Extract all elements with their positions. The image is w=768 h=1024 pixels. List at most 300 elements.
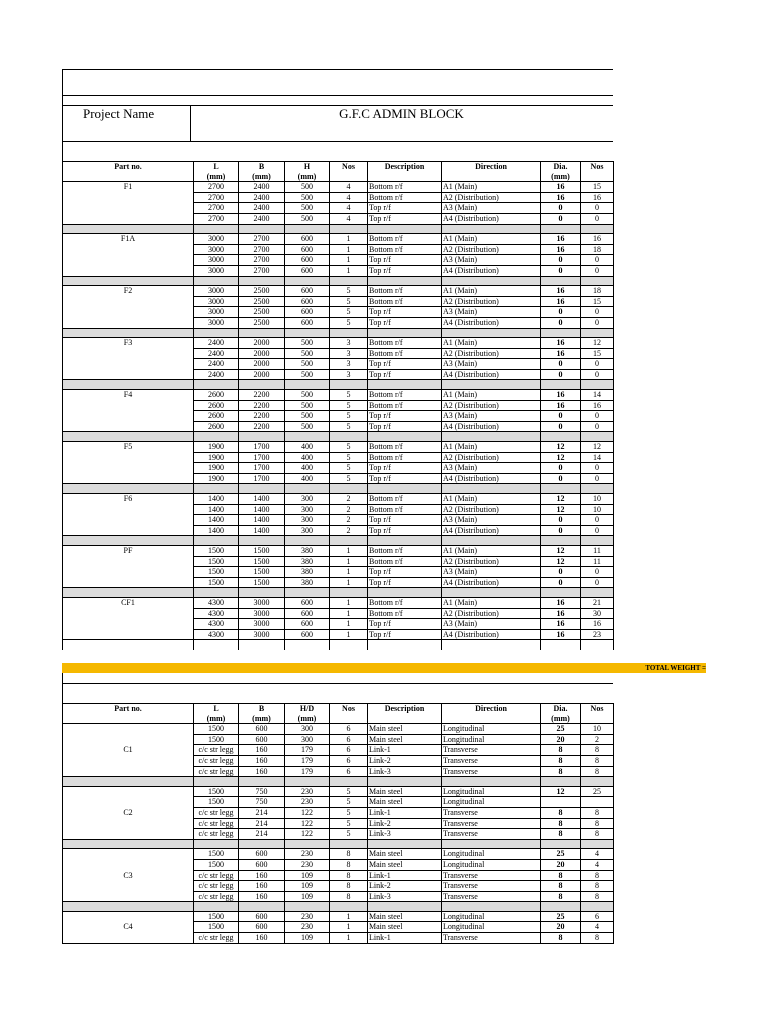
table-cell: 380 [285,556,330,567]
table-cell: 214 [239,829,285,840]
table-cell: 3000 [239,608,285,619]
table-cell: 4 [330,182,368,193]
table-cell: 3000 [194,296,239,307]
left-border [62,69,63,161]
separator-cell [581,224,614,234]
table-cell: 1500 [194,911,239,922]
table-cell: 18 [581,286,614,297]
table-cell: 2600 [194,400,239,411]
separator-cell [541,777,581,787]
table-cell: 300 [285,525,330,536]
part-number: CF1 [63,597,194,639]
table-cell: 600 [239,911,285,922]
separator-cell [368,380,442,390]
table-cell: 380 [285,577,330,588]
table-cell: 230 [285,859,330,870]
table-cell: 16 [541,597,581,608]
table-cell: Top r/f [368,463,442,474]
column-header: L [194,704,239,714]
table-cell: 600 [285,244,330,255]
separator-cell [239,902,285,912]
group-separator-row [63,328,614,338]
separator-cell [63,276,194,286]
separator-cell [442,224,541,234]
table-cell: 1500 [194,724,239,735]
total-weight-label: TOTAL WEIGHT = [645,664,706,672]
table-cell: 2500 [239,317,285,328]
separator-cell [194,640,239,650]
table-row [63,234,614,245]
table-cell: Top r/f [368,359,442,370]
table-cell [581,797,614,808]
table-cell: Bottom r/f [368,556,442,567]
separator-cell [581,588,614,598]
separator-cell [368,328,442,338]
table-cell: 160 [239,870,285,881]
table-cell: 600 [285,296,330,307]
table-cell: 3000 [194,255,239,266]
group-separator-row [63,276,614,286]
unit-header [581,714,614,724]
separator-cell [285,432,330,442]
table-cell: 380 [285,567,330,578]
separator-cell [541,640,581,650]
part-number: C1 [63,724,194,777]
table-cell: 0 [581,577,614,588]
separator-cell [442,484,541,494]
left-border [62,673,63,703]
table-cell: 3000 [194,286,239,297]
table-cell: Transverse [442,755,541,766]
table-cell: 160 [239,891,285,902]
column-schedule-table [62,703,614,944]
table-cell: 8 [581,818,614,829]
table-cell: Link-3 [368,891,442,902]
table-cell: 4 [581,849,614,860]
table-cell: A2 (Distribution) [442,348,541,359]
table-cell: Link-2 [368,818,442,829]
table-cell: 2700 [194,192,239,203]
table-cell: 5 [330,797,368,808]
table-cell: 2400 [194,338,239,349]
table-cell: Transverse [442,745,541,756]
table-cell: 2400 [239,182,285,193]
table-cell: Main steel [368,859,442,870]
separator-cell [330,536,368,546]
table-cell: 2700 [239,265,285,276]
separator-cell [285,777,330,787]
separator-cell [368,839,442,849]
table-cell: 500 [285,348,330,359]
header-row [63,704,614,714]
table-cell: 300 [285,734,330,745]
table-cell: A4 (Distribution) [442,265,541,276]
table-cell: Top r/f [368,473,442,484]
units-row [63,714,614,724]
table-cell: 8 [581,766,614,777]
table-cell: 3000 [194,265,239,276]
table-cell: 600 [239,734,285,745]
separator-cell [541,432,581,442]
part-number: PF [63,545,194,587]
table-cell: 5 [330,473,368,484]
table-cell: Main steel [368,786,442,797]
unit-header [63,714,194,724]
separator-cell [442,588,541,598]
table-cell: 12 [541,786,581,797]
table-cell: Bottom r/f [368,390,442,401]
table-cell: 400 [285,463,330,474]
table-cell: 8 [330,881,368,892]
separator-cell [368,432,442,442]
table-cell: Bottom r/f [368,608,442,619]
table-cell: 1900 [194,473,239,484]
table-cell: Main steel [368,797,442,808]
table-cell: Link-1 [368,745,442,756]
table-cell: A4 (Distribution) [442,213,541,224]
table-cell: Top r/f [368,213,442,224]
separator-cell [239,380,285,390]
table-cell: 2000 [239,369,285,380]
table-cell: Bottom r/f [368,244,442,255]
separator-cell [63,536,194,546]
table-cell: Main steel [368,922,442,933]
separator-cell [368,902,442,912]
table-cell: 25 [541,849,581,860]
table-cell: 3 [330,348,368,359]
column-header: Description [368,704,442,714]
table-cell: 0 [541,567,581,578]
table-row [63,545,614,556]
table-cell: 6 [581,911,614,922]
table-cell: Transverse [442,807,541,818]
table-cell: 3000 [239,597,285,608]
table-cell: 2700 [239,234,285,245]
table-cell: 1700 [239,452,285,463]
table-cell: 2700 [239,244,285,255]
separator-cell [368,777,442,787]
table-cell: 2000 [239,338,285,349]
table-cell: 25 [581,786,614,797]
separator-cell [541,536,581,546]
separator-cell [330,484,368,494]
table-cell: 1500 [239,545,285,556]
part-number: F1 [63,182,194,224]
table-cell: c/c str legg [194,870,239,881]
separator-cell [581,484,614,494]
table-cell: 8 [541,881,581,892]
separator-cell [63,328,194,338]
table-cell: Bottom r/f [368,452,442,463]
unit-header [581,172,614,182]
table-cell: A1 (Main) [442,597,541,608]
table-cell: 0 [581,515,614,526]
table-cell: 3 [330,369,368,380]
separator-cell [63,777,194,787]
table-cell: 2400 [239,192,285,203]
table-row [63,849,614,860]
blank-row [63,640,614,650]
table-cell: A3 (Main) [442,359,541,370]
separator-cell [541,484,581,494]
separator-cell [239,484,285,494]
table-cell: 3 [330,338,368,349]
table-cell: 600 [239,724,285,735]
table-cell: 0 [541,255,581,266]
separator-cell [239,536,285,546]
table-cell: 600 [285,307,330,318]
table-cell: 122 [285,818,330,829]
column-header: Part no. [63,704,194,714]
table-cell: 5 [330,296,368,307]
table-cell: 2500 [239,286,285,297]
table-cell: A2 (Distribution) [442,452,541,463]
table-cell: c/c str legg [194,807,239,818]
part-number: F3 [63,338,194,380]
table-cell: 1500 [194,797,239,808]
table-cell: 1900 [194,442,239,453]
part-number: C2 [63,786,194,839]
table-cell: 12 [541,504,581,515]
table-cell: A2 (Distribution) [442,192,541,203]
table-cell: 16 [581,400,614,411]
group-separator-row [63,588,614,598]
table-cell: 4 [581,922,614,933]
separator-cell [194,432,239,442]
table-cell: 2 [330,494,368,505]
table-cell: A3 (Main) [442,255,541,266]
table-cell: 8 [581,807,614,818]
table-cell: 500 [285,203,330,214]
table-cell: Top r/f [368,265,442,276]
separator-cell [239,224,285,234]
unit-header [330,172,368,182]
column-header: B [239,704,285,714]
table-cell: 109 [285,891,330,902]
table-cell: 0 [581,369,614,380]
table-cell: c/c str legg [194,766,239,777]
table-cell: Top r/f [368,369,442,380]
table-cell: 2 [330,504,368,515]
table-cell: Link-1 [368,807,442,818]
separator-cell [63,484,194,494]
table-cell: 1500 [194,922,239,933]
separator-cell [330,839,368,849]
group-separator-row [63,536,614,546]
table-cell: 12 [581,338,614,349]
separator-cell [442,902,541,912]
table-cell: 2 [581,734,614,745]
separator-cell [442,380,541,390]
separator-cell [285,902,330,912]
table-cell: 300 [285,724,330,735]
table-cell: 16 [541,390,581,401]
table-cell: 16 [541,296,581,307]
table-cell: 8 [541,829,581,840]
table-cell: 1500 [194,849,239,860]
table-cell: Transverse [442,766,541,777]
total-weight-bar [62,663,706,673]
separator-cell [541,588,581,598]
table-cell: 1 [330,933,368,944]
column-header: Nos [581,704,614,714]
table-cell: 1900 [194,452,239,463]
table-cell: 2400 [239,203,285,214]
separator-cell [581,328,614,338]
table-cell: 6 [330,734,368,745]
table-cell: 8 [581,891,614,902]
table-cell: Top r/f [368,629,442,640]
table-cell: 4300 [194,619,239,630]
table-cell: 2500 [239,296,285,307]
table-cell: 16 [581,619,614,630]
table-cell: A4 (Distribution) [442,577,541,588]
separator-cell [581,777,614,787]
table-cell: 15 [581,296,614,307]
table-cell: 8 [330,849,368,860]
part-number: F4 [63,390,194,432]
table-cell: 21 [581,597,614,608]
unit-header [442,714,541,724]
table-cell: 300 [285,515,330,526]
separator-cell [285,276,330,286]
table-cell: 160 [239,755,285,766]
table-cell: Bottom r/f [368,597,442,608]
separator-cell [285,328,330,338]
table-cell: A1 (Main) [442,390,541,401]
part-number: F5 [63,442,194,484]
table-cell: Longitudinal [442,797,541,808]
table-row [63,338,614,349]
table-cell: 20 [541,734,581,745]
table-cell: 1700 [239,463,285,474]
table-cell: Top r/f [368,421,442,432]
table-cell: 4300 [194,597,239,608]
separator-cell [194,839,239,849]
table-cell: A1 (Main) [442,286,541,297]
column-header: H [285,162,330,172]
table-cell: 0 [541,265,581,276]
column-header: Nos [330,704,368,714]
table-cell: 12 [541,545,581,556]
table-cell: 0 [541,577,581,588]
top-border [62,69,613,70]
column-header: Part no. [63,162,194,172]
table-cell: A3 (Main) [442,463,541,474]
table-cell: 1500 [194,734,239,745]
table-cell: 0 [541,369,581,380]
table-cell: Transverse [442,891,541,902]
table-cell: 1 [330,619,368,630]
table-cell: 5 [330,421,368,432]
table-cell: 1500 [194,545,239,556]
table-cell: 8 [541,745,581,756]
table-cell: Transverse [442,818,541,829]
table-cell: 0 [581,203,614,214]
table-cell: A3 (Main) [442,411,541,422]
group-separator-row [63,484,614,494]
separator-cell [239,276,285,286]
group-separator-row [63,902,614,912]
part-number: C4 [63,911,194,943]
table-cell: 15 [581,182,614,193]
table-cell: 230 [285,797,330,808]
table-cell: Link-1 [368,870,442,881]
unit-header: (mm) [239,714,285,724]
separator-cell [442,536,541,546]
table-cell: 8 [581,745,614,756]
separator-cell [194,224,239,234]
table-cell: 2600 [194,411,239,422]
table-cell: 1500 [194,786,239,797]
header-divider [62,95,613,96]
table-cell: Longitudinal [442,724,541,735]
table-cell: 1500 [194,556,239,567]
table-cell: 214 [239,807,285,818]
separator-cell [330,640,368,650]
separator-cell [368,276,442,286]
separator-cell [541,839,581,849]
table-cell: A2 (Distribution) [442,244,541,255]
table-cell: 500 [285,400,330,411]
column-header: Dia. [541,162,581,172]
table-cell: A3 (Main) [442,619,541,630]
table-cell: 8 [581,933,614,944]
group-separator-row [63,839,614,849]
table-cell: 1 [330,577,368,588]
table-cell: 30 [581,608,614,619]
table-cell: 3000 [194,307,239,318]
unit-header: (mm) [194,172,239,182]
table-cell: A3 (Main) [442,567,541,578]
table-cell: 2600 [194,421,239,432]
column-header: Nos [330,162,368,172]
table-cell: A2 (Distribution) [442,504,541,515]
table-cell: 179 [285,766,330,777]
table-cell: 20 [541,922,581,933]
unit-header: (mm) [239,172,285,182]
column-header: L [194,162,239,172]
table-cell: Link-2 [368,881,442,892]
separator-cell [194,380,239,390]
table-cell: 16 [541,400,581,411]
table-cell: 1 [330,597,368,608]
separator-cell [194,588,239,598]
table-cell: 600 [285,608,330,619]
separator-cell [541,276,581,286]
table-cell: 400 [285,473,330,484]
table-cell: Bottom r/f [368,494,442,505]
table-cell: 1 [330,244,368,255]
table-row [63,597,614,608]
table-cell: 23 [581,629,614,640]
separator-cell [285,536,330,546]
table-cell: 11 [581,556,614,567]
table-cell: 122 [285,807,330,818]
table-cell: Top r/f [368,619,442,630]
table-cell: A4 (Distribution) [442,421,541,432]
table-cell: 1 [330,608,368,619]
table-cell: Longitudinal [442,911,541,922]
separator-cell [581,902,614,912]
table-cell: Transverse [442,881,541,892]
table-cell: Main steel [368,849,442,860]
table-cell: 14 [581,390,614,401]
table-cell: Longitudinal [442,849,541,860]
column-header: Description [368,162,442,172]
separator-cell [368,640,442,650]
separator-cell [541,380,581,390]
